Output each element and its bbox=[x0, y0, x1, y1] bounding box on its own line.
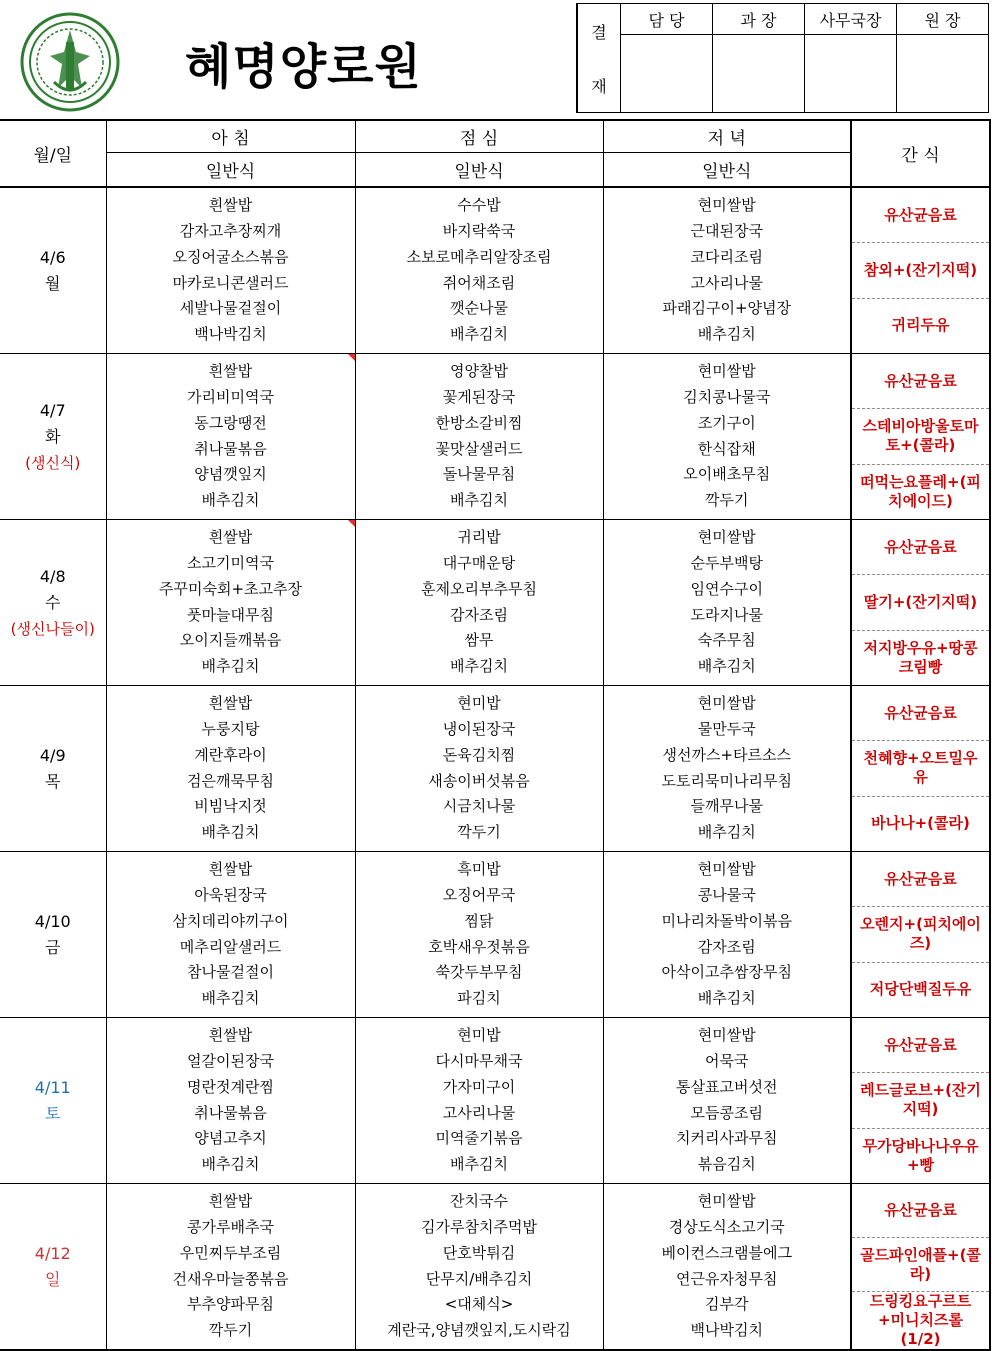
menu-item: 김부각 bbox=[705, 1295, 749, 1314]
day-row bbox=[0, 520, 990, 686]
menu-item: 베이컨스크램블에그 bbox=[661, 1243, 792, 1262]
menu-item: 배추김치 bbox=[697, 823, 756, 842]
menu-item: 도토리묵미나리무침 bbox=[661, 771, 792, 790]
menu-item: 호박새우젓볶음 bbox=[428, 937, 530, 956]
day-cell bbox=[0, 354, 106, 520]
snack-cell bbox=[851, 686, 990, 852]
menu-item: 배추김치 bbox=[697, 989, 756, 1008]
meal-type-label: 일반식 bbox=[355, 153, 603, 188]
menu-item: 양념고추지 bbox=[194, 1129, 267, 1148]
menu-item: 우민찌두부조림 bbox=[179, 1243, 282, 1262]
snack-item: 유산균음료 bbox=[852, 686, 989, 741]
menu-item: 감자조림 bbox=[450, 605, 508, 624]
day-row bbox=[0, 1018, 990, 1184]
menu-item: 조기구이 bbox=[697, 413, 756, 432]
menu-item: 오징어굴소스볶음 bbox=[172, 247, 289, 266]
approval-role: 담 당 bbox=[621, 4, 713, 35]
date-label: 4/11 bbox=[34, 1077, 71, 1097]
menu-item: 돌나물무침 bbox=[442, 465, 516, 484]
day-cell bbox=[0, 852, 106, 1018]
menu-item: 흰쌀밥 bbox=[208, 694, 253, 713]
date-label: 4/10 bbox=[34, 911, 71, 931]
approval-role: 사무국장 bbox=[805, 4, 897, 35]
breakfast-header: 아 침 bbox=[106, 120, 355, 153]
menu-item: 배추김치 bbox=[697, 657, 756, 676]
snack-item: 유산균음료 bbox=[852, 188, 989, 243]
snack-item: 천혜향+오트밀우유 bbox=[852, 741, 989, 796]
dinner-menu-cell bbox=[603, 1184, 851, 1351]
menu-item: 현미쌀밥 bbox=[697, 860, 756, 879]
menu-item: 현미밥 bbox=[457, 694, 501, 713]
menu-item: 꽃게된장국 bbox=[442, 387, 516, 406]
menu-item: 쌈무 bbox=[464, 631, 494, 650]
breakfast-menu-cell bbox=[106, 354, 355, 520]
weekday-label: 목 bbox=[45, 771, 61, 791]
menu-item: 양념깻잎지 bbox=[194, 465, 267, 484]
menu-item: 감자조림 bbox=[697, 937, 756, 956]
dinner-menu-cell bbox=[603, 354, 851, 520]
menu-item: 모듬콩조림 bbox=[690, 1103, 763, 1122]
snack-item: 오렌지+(피치에이즈) bbox=[852, 907, 989, 962]
menu-item: 흰쌀밥 bbox=[208, 1026, 253, 1045]
date-label: 4/12 bbox=[34, 1243, 71, 1263]
date-label: 4/9 bbox=[39, 745, 66, 765]
menu-item: 들깨무나물 bbox=[690, 797, 763, 816]
menu-item: 흰쌀밥 bbox=[208, 860, 253, 879]
lunch-header: 점 심 bbox=[355, 120, 603, 153]
breakfast-menu-cell bbox=[106, 187, 355, 354]
menu-item: 콩나물국 bbox=[697, 885, 756, 904]
menu-item: 삼치데리야끼구이 bbox=[172, 911, 289, 930]
menu-item: 쥐어채조림 bbox=[442, 273, 516, 292]
day-row bbox=[0, 686, 990, 852]
approval-role: 과 장 bbox=[713, 4, 805, 35]
snack-item: 저지방우유+땅콩크림빵 bbox=[863, 638, 978, 676]
date-label: 4/7 bbox=[39, 400, 66, 420]
meal-type-label: 일반식 bbox=[106, 153, 355, 188]
snack-cell bbox=[851, 1184, 990, 1351]
menu-item: 현미쌀밥 bbox=[697, 528, 756, 547]
menu-item: 파래김구이+양념장 bbox=[662, 299, 791, 318]
menu-item: 흰쌀밥 bbox=[208, 362, 253, 381]
menu-item: 깻순나물 bbox=[450, 299, 508, 318]
breakfast-menu-cell bbox=[106, 1018, 355, 1184]
snack-cell bbox=[851, 852, 990, 1018]
menu-item: 건새우마늘쫑볶음 bbox=[172, 1269, 289, 1288]
menu-item: 오징어무국 bbox=[442, 885, 516, 904]
menu-item: 숙주무침 bbox=[697, 631, 756, 650]
snack-item: 유산균음료 bbox=[852, 520, 989, 575]
menu-item: 흑미밥 bbox=[457, 860, 501, 879]
menu-item: 감자고추장찌개 bbox=[179, 221, 282, 240]
menu-item: 배추김치 bbox=[697, 325, 756, 344]
day-note: (생신나들이) bbox=[10, 619, 95, 638]
snack-item: 유산균음료 bbox=[852, 354, 989, 409]
signature-box[interactable] bbox=[805, 35, 897, 113]
day-cell bbox=[0, 686, 106, 852]
weekday-label: 화 bbox=[45, 426, 61, 446]
lunch-menu-cell bbox=[355, 187, 603, 354]
menu-item: 현미쌀밥 bbox=[697, 1192, 756, 1211]
breakfast-menu-cell bbox=[106, 1184, 355, 1351]
menu-item: 현미쌀밥 bbox=[697, 196, 756, 215]
snack-item: 레드글로브+(잔기지떡) bbox=[852, 1073, 989, 1128]
menu-item: 소고기미역국 bbox=[187, 553, 274, 572]
menu-item: 수수밥 bbox=[457, 196, 501, 215]
day-cell bbox=[0, 520, 106, 686]
breakfast-menu-cell bbox=[106, 520, 355, 686]
day-row bbox=[0, 1184, 990, 1351]
snack-item: 딸기+(잔기지떡) bbox=[852, 575, 989, 630]
dinner-header: 저 녁 bbox=[603, 120, 851, 153]
menu-item: 김가루참치주먹밥 bbox=[421, 1217, 537, 1236]
menu-item: 임연수구이 bbox=[690, 579, 763, 598]
weekday-label: 토 bbox=[45, 1103, 61, 1123]
snack-item: 골드파인애플+(콜라) bbox=[852, 1238, 989, 1292]
weekly-menu-table bbox=[0, 119, 991, 1351]
menu-item: 단호박튀김 bbox=[442, 1243, 516, 1262]
menu-item: 깍두기 bbox=[208, 1321, 253, 1340]
menu-item: 흰쌀밥 bbox=[208, 1192, 253, 1211]
weekday-label: 월 bbox=[45, 273, 61, 293]
menu-item: 현미쌀밥 bbox=[697, 694, 756, 713]
menu-item: 대구매운탕 bbox=[442, 553, 516, 572]
snack-item: 귀리두유 bbox=[891, 316, 950, 335]
snack-item: 저당단백질두유 bbox=[869, 980, 972, 999]
menu-item: 계란후라이 bbox=[194, 745, 267, 764]
menu-item: 깍두기 bbox=[457, 823, 501, 842]
menu-item: 찜닭 bbox=[464, 911, 494, 930]
menu-item: 새송이버섯볶음 bbox=[428, 771, 530, 790]
menu-item: 현미쌀밥 bbox=[697, 1026, 756, 1045]
menu-item: 코다리조림 bbox=[690, 247, 763, 266]
menu-item: 미역줄기볶음 bbox=[435, 1129, 523, 1148]
menu-item: <대체식> bbox=[444, 1295, 514, 1314]
organization-seal-logo bbox=[20, 12, 120, 112]
menu-item: 고사리나물 bbox=[442, 1103, 516, 1122]
signature-box[interactable] bbox=[713, 35, 805, 113]
menu-item: 소보로메추리알장조림 bbox=[406, 247, 552, 266]
menu-item: 취나물볶음 bbox=[194, 439, 267, 458]
weekday-label: 일 bbox=[45, 1269, 61, 1289]
snack-item: 유산균음료 bbox=[852, 1018, 989, 1073]
menu-item: 배추김치 bbox=[450, 325, 508, 344]
menu-item: 참나물겉절이 bbox=[187, 963, 274, 982]
menu-item: 가자미구이 bbox=[442, 1077, 516, 1096]
dinner-menu-cell bbox=[603, 520, 851, 686]
menu-item: 콩가루배추국 bbox=[187, 1217, 274, 1236]
menu-item: 치커리사과무침 bbox=[676, 1129, 778, 1148]
lunch-menu-cell bbox=[355, 1018, 603, 1184]
menu-item: 계란국,양념깻잎지,도시락김 bbox=[387, 1321, 571, 1340]
day-row bbox=[0, 354, 990, 520]
menu-item: 얼갈이된장국 bbox=[187, 1051, 274, 1070]
menu-item: 메추리알샐러드 bbox=[179, 937, 282, 956]
menu-item: 배추김치 bbox=[201, 657, 260, 676]
menu-item: 부추양파무침 bbox=[187, 1295, 274, 1314]
signature-box[interactable] bbox=[897, 35, 989, 113]
menu-item: 누룽지탕 bbox=[201, 719, 260, 738]
weekday-label: 금 bbox=[45, 937, 61, 957]
menu-item: 쑥갓두부무침 bbox=[435, 963, 523, 982]
menu-item: 근대된장국 bbox=[690, 221, 763, 240]
menu-item: 흰쌀밥 bbox=[208, 528, 253, 547]
menu-item: 비빔낙지젓 bbox=[194, 797, 267, 816]
menu-item: 미나리차돌박이볶음 bbox=[661, 911, 792, 930]
snack-cell bbox=[851, 1018, 990, 1184]
menu-item: 고사리나물 bbox=[690, 273, 763, 292]
breakfast-menu-cell bbox=[106, 852, 355, 1018]
menu-item: 돈육김치찜 bbox=[442, 745, 516, 764]
menu-item: 훈제오리부추무침 bbox=[421, 579, 537, 598]
snack-item: 바나나+(콜라) bbox=[871, 814, 970, 833]
day-row bbox=[0, 852, 990, 1018]
date-label: 4/8 bbox=[39, 566, 66, 586]
dinner-menu-cell bbox=[603, 852, 851, 1018]
menu-item: 귀리밥 bbox=[457, 528, 501, 547]
menu-item: 잔치국수 bbox=[450, 1192, 508, 1211]
menu-item: 바지락쑥국 bbox=[442, 221, 516, 240]
snack-item: 스테비아방울토마토+(콜라) bbox=[852, 409, 989, 464]
menu-item: 연근유자청무침 bbox=[676, 1269, 778, 1288]
snack-cell bbox=[851, 520, 990, 686]
breakfast-menu-cell bbox=[106, 686, 355, 852]
menu-item: 순두부백탕 bbox=[690, 553, 763, 572]
menu-item: 배추김치 bbox=[201, 491, 260, 510]
snack-item: 유산균음료 bbox=[852, 1184, 989, 1238]
menu-item: 영양찰밥 bbox=[450, 362, 508, 381]
menu-item: 배추김치 bbox=[201, 823, 260, 842]
menu-item: 현미쌀밥 bbox=[697, 362, 756, 381]
weekday-label: 수 bbox=[45, 592, 61, 612]
day-cell bbox=[0, 1184, 106, 1351]
menu-item: 통살표고버섯전 bbox=[676, 1077, 778, 1096]
menu-item: 물만두국 bbox=[697, 719, 756, 738]
day-row bbox=[0, 187, 990, 354]
approval-box bbox=[576, 3, 989, 113]
lunch-menu-cell bbox=[355, 1184, 603, 1351]
approval-role: 원 장 bbox=[897, 4, 989, 35]
lunch-menu-cell bbox=[355, 520, 603, 686]
menu-item: 시금치나물 bbox=[442, 797, 516, 816]
menu-item: 배추김치 bbox=[450, 657, 508, 676]
signature-box[interactable] bbox=[621, 35, 713, 113]
snack-header: 간 식 bbox=[851, 120, 990, 187]
menu-item: 세발나물겉절이 bbox=[179, 299, 282, 318]
menu-item: 가리비미역국 bbox=[187, 387, 274, 406]
menu-item: 아삭이고추쌈장무침 bbox=[661, 963, 792, 982]
day-cell bbox=[0, 1018, 106, 1184]
menu-item: 경상도식소고기국 bbox=[668, 1217, 785, 1236]
lunch-menu-cell bbox=[355, 686, 603, 852]
dinner-menu-cell bbox=[603, 187, 851, 354]
lunch-menu-cell bbox=[355, 354, 603, 520]
menu-item: 동그랑땡전 bbox=[194, 413, 267, 432]
menu-item: 한식잡채 bbox=[697, 439, 756, 458]
meal-type-label: 일반식 bbox=[603, 153, 851, 188]
day-column-header: 월/일 bbox=[0, 120, 106, 187]
day-cell bbox=[0, 187, 106, 354]
organization-title: 혜명양로원 bbox=[185, 39, 422, 95]
snack-item: 무가당바나나우유+빵 bbox=[862, 1136, 979, 1174]
menu-item: 꽃맛살샐러드 bbox=[435, 439, 523, 458]
snack-cell bbox=[851, 354, 990, 520]
menu-item: 배추김치 bbox=[450, 491, 508, 510]
menu-item: 볶음김치 bbox=[697, 1155, 756, 1174]
menu-item: 마카로니콘샐러드 bbox=[172, 273, 289, 292]
menu-item: 단무지/배추김치 bbox=[425, 1269, 533, 1288]
lunch-menu-cell bbox=[355, 852, 603, 1018]
approval-side-label: 결 재 bbox=[577, 4, 621, 113]
menu-item: 현미밥 bbox=[457, 1026, 501, 1045]
menu-item: 오이배초무침 bbox=[683, 465, 771, 484]
menu-item: 한방소갈비찜 bbox=[435, 413, 523, 432]
menu-item: 백나박김치 bbox=[690, 1321, 763, 1340]
snack-cell bbox=[851, 187, 990, 354]
menu-item: 생선까스+타르소스 bbox=[662, 745, 791, 764]
date-label: 4/6 bbox=[39, 247, 66, 267]
menu-item: 명란젓계란찜 bbox=[187, 1077, 274, 1096]
menu-item: 아욱된장국 bbox=[194, 885, 267, 904]
snack-item: 유산균음료 bbox=[852, 852, 989, 907]
menu-item: 배추김치 bbox=[201, 989, 260, 1008]
menu-item: 풋마늘대무침 bbox=[187, 605, 274, 624]
snack-item: 참외+(잔기지떡) bbox=[852, 243, 989, 298]
snack-item: 떠먹는요플레+(피치에이드) bbox=[860, 472, 981, 510]
menu-item: 냉이된장국 bbox=[442, 719, 516, 738]
menu-item: 다시마무채국 bbox=[435, 1051, 523, 1070]
menu-item: 배추김치 bbox=[201, 1155, 260, 1174]
menu-item: 주꾸미숙회+초고추장 bbox=[159, 579, 302, 598]
menu-item: 흰쌀밥 bbox=[208, 196, 253, 215]
menu-item: 백나박김치 bbox=[194, 325, 267, 344]
menu-item: 도라지나물 bbox=[690, 605, 763, 624]
dinner-menu-cell bbox=[603, 1018, 851, 1184]
menu-item: 배추김치 bbox=[450, 1155, 508, 1174]
dinner-menu-cell bbox=[603, 686, 851, 852]
menu-item: 김치콩나물국 bbox=[683, 387, 771, 406]
menu-item: 검은깨묵무침 bbox=[187, 771, 274, 790]
menu-item: 오이지들깨볶음 bbox=[179, 631, 282, 650]
menu-item: 파김치 bbox=[457, 989, 501, 1008]
menu-item: 어묵국 bbox=[705, 1051, 749, 1070]
menu-item: 깍두기 bbox=[705, 491, 749, 510]
menu-item: 취나물볶음 bbox=[194, 1103, 267, 1122]
day-note: (생신식) bbox=[25, 453, 81, 472]
snack-item: 드링킹요구르트+미니치즈롤(1/2) bbox=[869, 1292, 972, 1348]
